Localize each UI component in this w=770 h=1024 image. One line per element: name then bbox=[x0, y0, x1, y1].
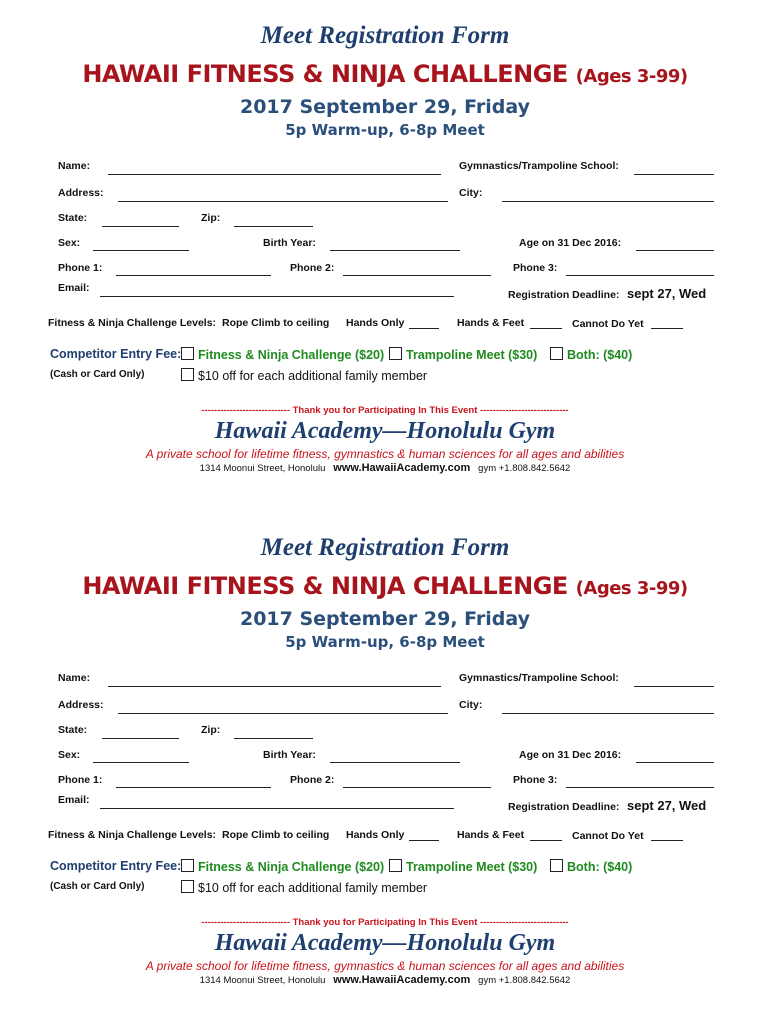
event-time: 5p Warm-up, 6-8p Meet bbox=[285, 121, 485, 139]
phone3-field[interactable] bbox=[566, 787, 714, 788]
level-cannot: Cannot Do Yet bbox=[572, 830, 644, 842]
phone2-label: Phone 2: bbox=[290, 774, 335, 786]
deadline-value: sept 27, Wed bbox=[627, 798, 707, 813]
phone2-label: Phone 2: bbox=[290, 262, 335, 274]
checkbox-fitness[interactable] bbox=[181, 347, 194, 360]
gym-school-label: Gymnastics/Trampoline School: bbox=[459, 160, 619, 172]
levels-label: Fitness & Ninja Challenge Levels: bbox=[48, 829, 217, 841]
event-date: 2017 September 29, Friday bbox=[239, 96, 531, 118]
gym-phone: gym +1.808.842.5642 bbox=[478, 463, 571, 474]
deadline-label: Registration Deadline: bbox=[508, 801, 620, 813]
checkbox-trampoline[interactable] bbox=[389, 859, 402, 872]
hands-only-field[interactable] bbox=[409, 328, 439, 329]
name-field[interactable] bbox=[108, 174, 441, 175]
address-field[interactable] bbox=[118, 201, 448, 202]
gym-tagline: A private school for lifetime fitness, gymnastics & human sciences for all ages and abilities bbox=[145, 447, 625, 461]
hands-feet-field[interactable] bbox=[530, 328, 562, 329]
checkbox-trampoline[interactable] bbox=[389, 347, 402, 360]
levels-label: Fitness & Ninja Challenge Levels: bbox=[48, 317, 217, 329]
state-field[interactable] bbox=[102, 226, 179, 227]
state-field[interactable] bbox=[102, 738, 179, 739]
zip-field[interactable] bbox=[234, 738, 313, 739]
family-discount-text: $10 off for each additional family member bbox=[198, 369, 428, 383]
age-on-label: Age on 31 Dec 2016: bbox=[519, 749, 622, 761]
phone1-field[interactable] bbox=[116, 275, 271, 276]
city-label: City: bbox=[459, 187, 483, 199]
fee-trampoline-text: Trampoline Meet ($30) bbox=[406, 348, 538, 362]
sex-field[interactable] bbox=[93, 762, 189, 763]
phone2-field[interactable] bbox=[343, 275, 491, 276]
fee-fitness-option[interactable] bbox=[181, 859, 384, 874]
level-hands-only: Hands Only bbox=[346, 829, 405, 841]
city-label: City: bbox=[459, 699, 483, 711]
level-rope-climb: Rope Climb to ceiling bbox=[222, 829, 330, 841]
sex-field[interactable] bbox=[93, 250, 189, 251]
phone2-field[interactable] bbox=[343, 787, 491, 788]
birth-year-field[interactable] bbox=[330, 762, 460, 763]
gym-school-field[interactable] bbox=[634, 174, 714, 175]
fee-trampoline-text: Trampoline Meet ($30) bbox=[406, 860, 538, 874]
fee-fitness-option[interactable] bbox=[181, 347, 384, 362]
hands-only-field[interactable] bbox=[409, 840, 439, 841]
zip-label: Zip: bbox=[201, 724, 221, 736]
payment-note: (Cash or Card Only) bbox=[50, 881, 145, 892]
fee-trampoline-option[interactable] bbox=[389, 347, 537, 362]
event-name bbox=[0, 60, 770, 88]
form-title: Meet Registration Form bbox=[260, 534, 510, 561]
gym-street: 1314 Moonui Street, Honolulu bbox=[199, 463, 326, 474]
fee-both-option[interactable] bbox=[550, 347, 632, 362]
age-on-field[interactable] bbox=[636, 762, 714, 763]
email-field[interactable] bbox=[100, 808, 454, 809]
hands-feet-field[interactable] bbox=[530, 840, 562, 841]
phone1-label: Phone 1: bbox=[58, 774, 103, 786]
age-on-label: Age on 31 Dec 2016: bbox=[519, 237, 622, 249]
age-on-field[interactable] bbox=[636, 250, 714, 251]
family-discount-option[interactable] bbox=[181, 368, 427, 383]
checkbox-family[interactable] bbox=[181, 880, 194, 893]
checkbox-both[interactable] bbox=[550, 347, 563, 360]
event-title: HAWAII FITNESS & NINJA CHALLENGE bbox=[82, 60, 568, 88]
gym-website[interactable]: www.HawaiiAcademy.com bbox=[333, 974, 471, 986]
checkbox-family[interactable] bbox=[181, 368, 194, 381]
registration-form-1 bbox=[0, 0, 770, 500]
email-label: Email: bbox=[58, 282, 90, 294]
address-label: Address: bbox=[58, 187, 104, 199]
gym-street: 1314 Moonui Street, Honolulu bbox=[199, 975, 326, 986]
birth-year-label: Birth Year: bbox=[263, 237, 316, 249]
deadline-value: sept 27, Wed bbox=[627, 286, 707, 301]
fee-fitness-text: Fitness & Ninja Challenge ($20) bbox=[198, 860, 385, 874]
payment-note: (Cash or Card Only) bbox=[50, 369, 145, 380]
level-hands-feet: Hands & Feet bbox=[457, 829, 525, 841]
gym-school-label: Gymnastics/Trampoline School: bbox=[459, 672, 619, 684]
email-label: Email: bbox=[58, 794, 90, 806]
gym-name: Hawaii Academy—Honolulu Gym bbox=[214, 418, 556, 444]
level-hands-feet: Hands & Feet bbox=[457, 317, 525, 329]
family-discount-option[interactable] bbox=[181, 880, 427, 895]
address-label: Address: bbox=[58, 699, 104, 711]
registration-form-2 bbox=[0, 512, 770, 1012]
phone1-field[interactable] bbox=[116, 787, 271, 788]
checkbox-fitness[interactable] bbox=[181, 859, 194, 872]
city-field[interactable] bbox=[502, 201, 714, 202]
gym-tagline: A private school for lifetime fitness, gymnastics & human sciences for all ages and abilities bbox=[145, 959, 625, 973]
gym-contact bbox=[0, 462, 770, 474]
phone1-label: Phone 1: bbox=[58, 262, 103, 274]
entry-fee-label: Competitor Entry Fee: bbox=[50, 859, 182, 873]
event-time: 5p Warm-up, 6-8p Meet bbox=[285, 633, 485, 651]
gym-phone: gym +1.808.842.5642 bbox=[478, 975, 571, 986]
age-range: (Ages 3-99) bbox=[575, 578, 688, 599]
state-label: State: bbox=[58, 724, 88, 736]
city-field[interactable] bbox=[502, 713, 714, 714]
email-field[interactable] bbox=[100, 296, 454, 297]
event-date: 2017 September 29, Friday bbox=[239, 608, 531, 630]
checkbox-both[interactable] bbox=[550, 859, 563, 872]
family-discount-text: $10 off for each additional family member bbox=[198, 881, 428, 895]
age-range: (Ages 3-99) bbox=[575, 66, 688, 87]
name-label: Name: bbox=[58, 672, 91, 684]
zip-label: Zip: bbox=[201, 212, 221, 224]
address-field[interactable] bbox=[118, 713, 448, 714]
gym-school-field[interactable] bbox=[634, 686, 714, 687]
sex-label: Sex: bbox=[58, 749, 81, 761]
gym-name: Hawaii Academy—Honolulu Gym bbox=[214, 930, 556, 956]
sex-label: Sex: bbox=[58, 237, 81, 249]
event-title: HAWAII FITNESS & NINJA CHALLENGE bbox=[82, 572, 568, 600]
name-field[interactable] bbox=[108, 686, 441, 687]
thanks-banner: ---------------------------- Thank you for Participating In This Event ---------------------------- bbox=[201, 917, 569, 928]
event-name bbox=[0, 572, 770, 600]
form-title: Meet Registration Form bbox=[260, 22, 510, 49]
state-label: State: bbox=[58, 212, 88, 224]
level-cannot: Cannot Do Yet bbox=[572, 318, 644, 330]
fee-both-text: Both: ($40) bbox=[567, 860, 633, 874]
phone3-field[interactable] bbox=[566, 275, 714, 276]
zip-field[interactable] bbox=[234, 226, 313, 227]
fee-trampoline-option[interactable] bbox=[389, 859, 537, 874]
level-rope-climb: Rope Climb to ceiling bbox=[222, 317, 330, 329]
fee-fitness-text: Fitness & Ninja Challenge ($20) bbox=[198, 348, 385, 362]
gym-website[interactable]: www.HawaiiAcademy.com bbox=[333, 462, 471, 474]
thanks-banner: ---------------------------- Thank you for Participating In This Event ---------------------------- bbox=[201, 405, 569, 416]
phone3-label: Phone 3: bbox=[513, 774, 558, 786]
phone3-label: Phone 3: bbox=[513, 262, 558, 274]
gym-contact bbox=[0, 974, 770, 986]
fee-both-option[interactable] bbox=[550, 859, 632, 874]
birth-year-label: Birth Year: bbox=[263, 749, 316, 761]
name-label: Name: bbox=[58, 160, 91, 172]
fee-both-text: Both: ($40) bbox=[567, 348, 633, 362]
birth-year-field[interactable] bbox=[330, 250, 460, 251]
level-hands-only: Hands Only bbox=[346, 317, 405, 329]
cannot-field[interactable] bbox=[651, 840, 683, 841]
entry-fee-label: Competitor Entry Fee: bbox=[50, 347, 182, 361]
deadline-label: Registration Deadline: bbox=[508, 289, 620, 301]
cannot-field[interactable] bbox=[651, 328, 683, 329]
